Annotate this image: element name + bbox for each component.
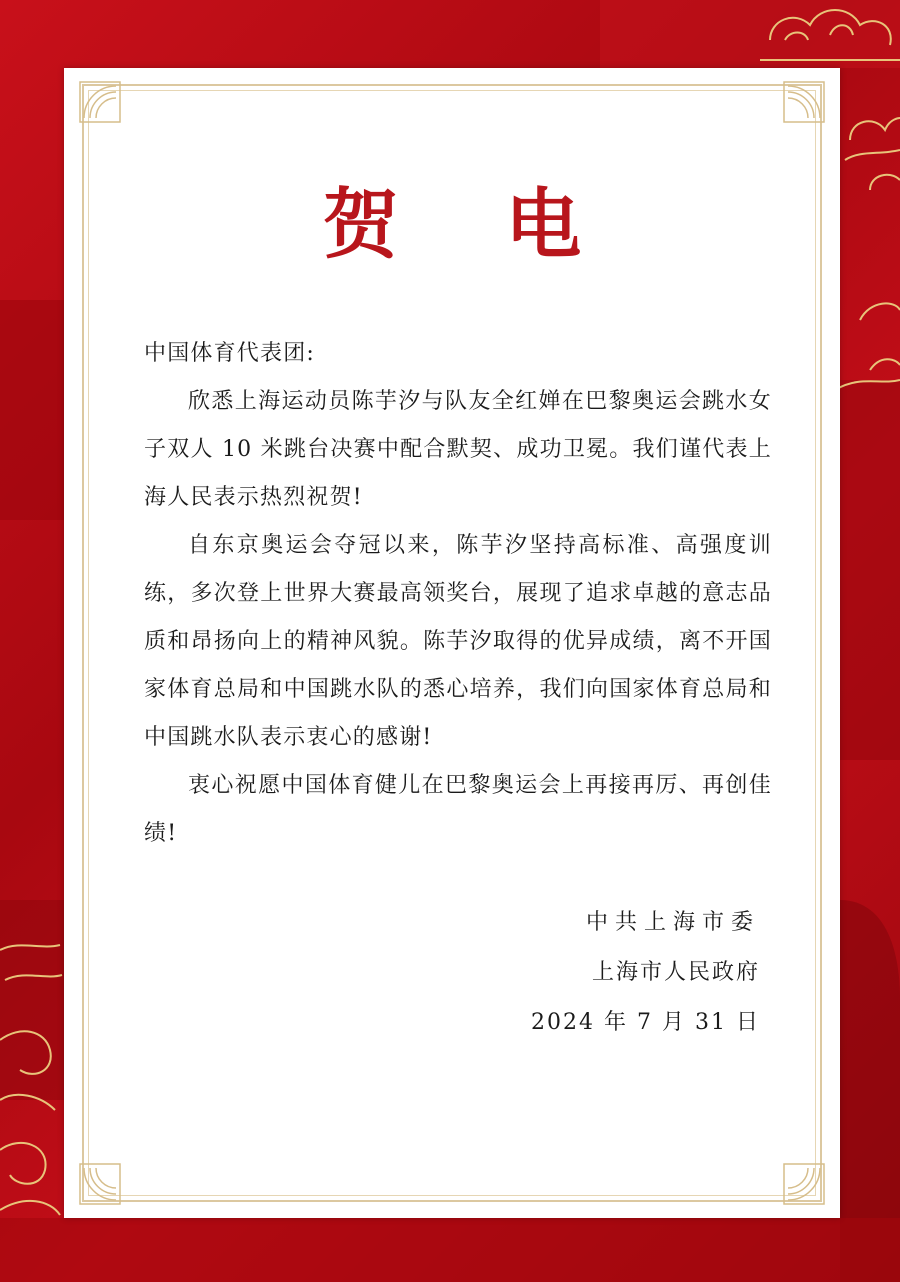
body-paragraph-2: 自东京奥运会夺冠以来，陈芋汐坚持高标准、高强度训练，多次登上世界大赛最高领奖台，展现了追求卓越的意志品质和昂扬向上的精神风貌。陈芋汐取得的优异成绩，离不开国家体育总局和中国跳水队的悉心培养，我们向国家体育总局和中国跳水队表示衷心的感谢!: [144, 533, 772, 750]
signature-date: 2024 年 7 月 31 日: [531, 1010, 760, 1035]
body-paragraph-1: 欣悉上海运动员陈芋汐与队友全红婵在巴黎奥运会跳水女子双人 10 米跳台决赛中配合默契、成功卫冕。我们谨代表上海人民表示热烈祝贺!: [144, 389, 772, 510]
signature-party-committee: 中共上海市委: [585, 910, 760, 935]
corner-ornament-icon: [782, 80, 826, 124]
body-paragraph-3: 衷心祝愿中国体育健儿在巴黎奥运会上再接再厉、再创佳绩!: [144, 773, 772, 846]
signature-block: [531, 898, 760, 1048]
corner-ornament-icon: [782, 1162, 826, 1206]
letter-title: 贺 电: [322, 180, 622, 269]
corner-ornament-icon: [78, 1162, 122, 1206]
gold-cloud-bottom-left-icon: [0, 930, 70, 1230]
signature-government: 上海市人民政府: [591, 960, 760, 985]
letter-card: [64, 68, 840, 1218]
corner-ornament-icon: [78, 80, 122, 124]
recipient-line: 中国体育代表团:: [144, 341, 316, 366]
letter-body: [144, 330, 772, 858]
